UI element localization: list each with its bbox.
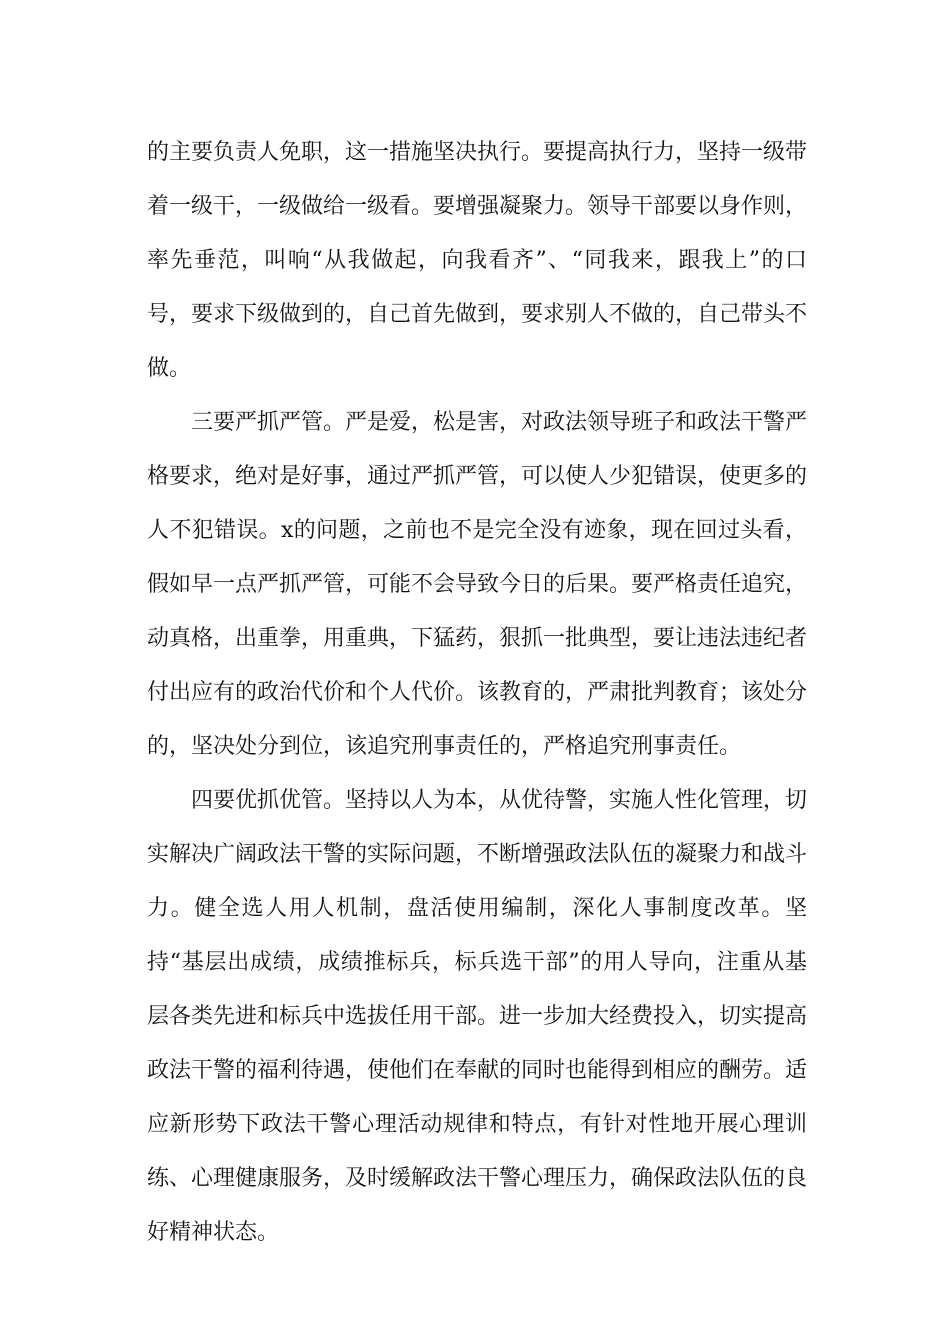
paragraph-continuation: 的主要负责人免职，这一措施坚决执行。要提高执行力，坚持一级带着一级干，一级做给一级看。要增强凝聚力。领导干部要以身作则，率先垂范，叫响“从我做起，向我看齐”、“同我来，跟我上”的口号，要求下级做到的，自己首先做到，要求别人不做的，自己带头不做。 bbox=[147, 140, 808, 381]
document-body bbox=[147, 126, 807, 1260]
paragraph-strict-management: 三要严抓严管。严是爱，松是害，对政法领导班子和政法干警严格要求，绝对是好事，通过严抓严管，可以使人少犯错误，使更多的人不犯错误。x的问题，之前也不是完全没有迹象，现在回过头看，假如早一点严抓严管，可能不会导致今日的后果。要严格责任追究，动真格，出重拳，用重典，下猛药，狠抓一批典型，要让违法违纪者付出应有的政治代价和个人代价。该教育的，严肃批判教育；该处分的，坚决处分到位，该追究刑事责任的，严格追究刑事责任。 bbox=[147, 410, 808, 759]
paragraph-preferential-management: 四要优抓优管。坚持以人为本，从优待警，实施人性化管理，切实解决广阔政法干警的实际问题，不断增强政法队伍的凝聚力和战斗力。健全选人用人机制，盘活使用编制，深化人事制度改革。坚持“基层出成绩，成绩推标兵，标兵选干部”的用人导向，注重从基层各类先进和标兵中选拔任用干部。进一步加大经费投入，切实提高政法干警的福利待遇，使他们在奉献的同时也能得到相应的酬劳。适应新形势下政法干警心理活动规律和特点，有针对性地开展心理训练、心理健康服务，及时缓解政法干警心理压力，确保政法队伍的良好精神状态。 bbox=[147, 788, 808, 1245]
